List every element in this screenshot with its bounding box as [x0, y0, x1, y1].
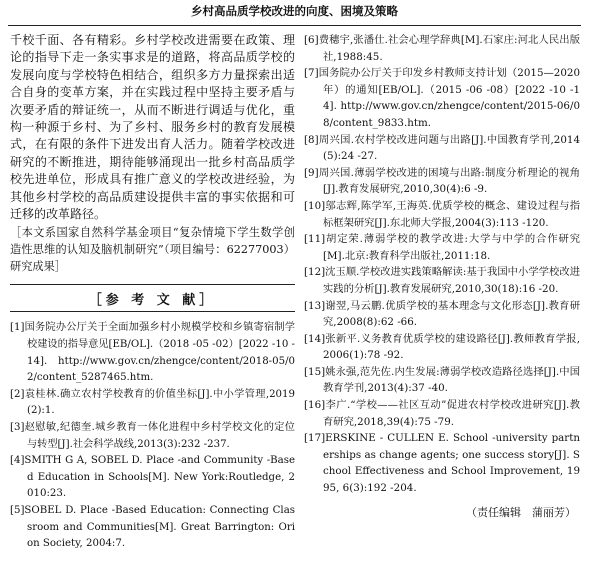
reference-item: [4]SMITH G A, SOBEL D. Place -and Community -Based Education in Schools[M]. New York:Routledge, 2010:23. [10, 455, 295, 500]
running-header: 乡村高品质学校改进的向度、困境及策略 [191, 4, 398, 18]
reference-item: [15]姚永强,范先佐.内生发展:薄弱学校改造路径选择[J].中国教育学刊,2013(4):37 -40. [304, 365, 580, 395]
reference-list-left [10, 320, 295, 552]
reference-item: [1]国务院办公厅关于全面加强乡村小规模学校和乡镇寄宿制学校建设的指导意见[EB/OL].（2018 -05 -02）[2022 -10 -14]. http://www.gov.cn/zhengce/content/2018-05/02/content_5287465.htm. [10, 322, 295, 384]
reference-item: [2]袁桂林.确立农村学校教育的价值坐标[J].中小学管理,2019(2):1. [10, 388, 295, 417]
reference-item: [14]张新平.义务教育优质学校的建设路径[J].教师教育学报,2006(1):78 -92. [304, 332, 580, 362]
header-rule [8, 25, 581, 26]
responsible-editor: （责任编辑 蒲丽芳） [466, 505, 576, 519]
reference-item: [7]国务院办公厅关于印发乡村教师支持计划（2015—2020年）的通知[EB/OL].（2015 -06 -08）[2022 -10 -14]. http://www.gov.cn/zhengce/content/2015-06/08/content_9833.htm. [304, 67, 580, 129]
reference-item: [17]ERSKINE - CULLEN E. School -university partnerships as change agents; one success story[J]. School Effectiveness and School Improvement, 1995, 6(3):192 -204. [304, 432, 580, 495]
reference-item: [5]SOBEL D. Place -Based Education: Connecting Classroom and Communities[M]. Great Barrington: Orion Society, 2004:7. [10, 505, 295, 550]
references-heading: ［参 考 文 献］ [10, 284, 295, 312]
reference-item: [9]周兴国.薄弱学校改进的困境与出路:制度分析理论的视角[J].教育发展研究,2010,30(4):6 -9. [304, 166, 580, 196]
reference-item: [10]邬志辉,陈学军,王海英.优质学校的概念、建设过程与指标框架研究[J].东北师大学报,2004(3):113 -120. [304, 199, 580, 229]
reference-item: [8]周兴国.农村学校改进问题与出路[J].中国教育学刊,2014(5):24 -27. [304, 133, 580, 163]
reference-item: [12]沈玉顺.学校改进实践策略解读:基于我国中小学学校改进实践的分析[J].教育发展研究,2010,30(18):16 -20. [304, 266, 580, 295]
left-column [10, 32, 295, 553]
reference-item: [11]胡定荣.薄弱学校的教学改进:大学与中学的合作研究[M].北京:教育科学出版社,2011:18. [304, 233, 580, 262]
concluding-paragraph: 千校千面、各有精彩。乡村学校改进需要在政策、理论的指导下走一条实事求是的道路，将高品质学校的发展向度与学校特色相结合，组织多方力量探索出适合自身的变革方案，并在实践过程中坚持主要矛盾与次要矛盾的辩证统一，从而不断进行调适与优化，重构一种源于乡村、为了乡村、服务乡村的教育发展模式，在有限的条件下进发出育人活力。随着学校改进研究的不断推进，期待能够涌现出一批乡村高品质学校先进单位，形成具有推广意义的学校改进经验，为其他乡村学校的高品质建设提供丰富的事实依据和可迁移的改革路径。 [10, 33, 295, 222]
article-body [10, 32, 295, 223]
reference-item: [3]赵慰敏,纪德奎.城乡教育一体化进程中乡村学校文化的定位与转型[J].社会科学战线,2013(3):232 -237. [10, 422, 295, 450]
right-column [304, 32, 580, 520]
fund-note: ［本文系国家自然科学基金项目“复杂情境下学生数学创造性思维的认知及脑机制研究”（项目编号：62277003）研究成果］ [10, 226, 295, 274]
reference-list-right [304, 32, 580, 497]
reference-item: [16]李广.“学校——社区互动”促进农村学校改进研究[J].教育研究,2018,39(4):75 -79. [304, 399, 580, 428]
reference-item: [13]谢翌,马云鹏.优质学校的基本理念与文化形态[J].教育研究,2008(8):62 -66. [304, 299, 580, 329]
reference-item: [6]费穗宇,张潘仕.社会心理学辞典[M].石家庄:河北人民出版社,1988:45. [304, 34, 580, 63]
